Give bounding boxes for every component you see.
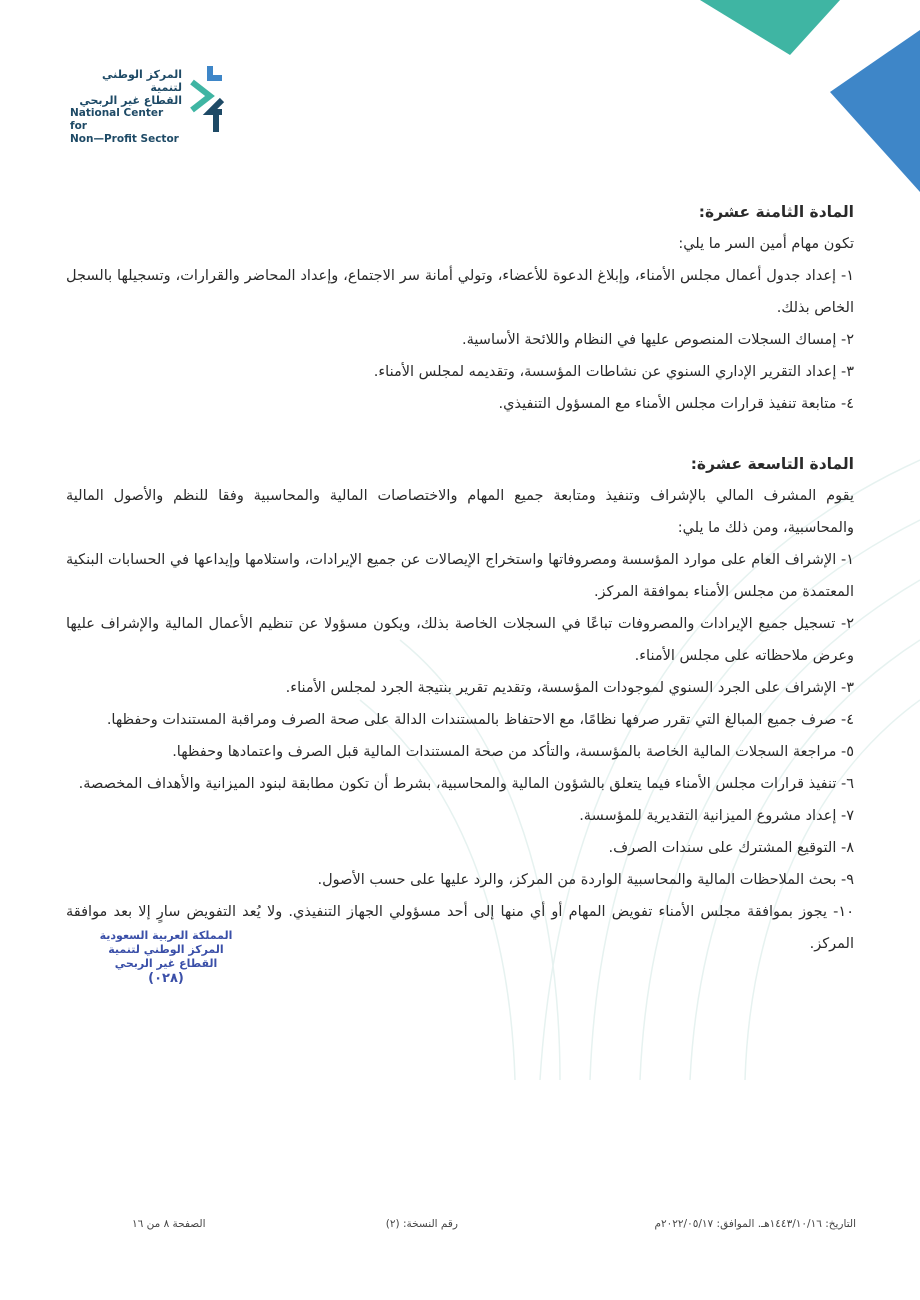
article-19-item: ٩- بحث الملاحظات المالية والمحاسبية الواردة من المركز، والرد عليها على حسب الأصول. [317,872,854,888]
article-19-item: ١٠- يجوز بموافقة مجلس الأمناء تفويض المهام أو أي منها إلى أحد مسؤولي الجهاز التنفيذي. ولا يُعد التفويض سارٍ إلا بعد موافقة المركز. [66,904,854,952]
logo-english-line-1: National Center for [70,107,164,132]
article-18-heading: المادة الثامنة عشرة: [698,203,854,221]
document-body [66,196,854,960]
stamp-line-3: القطاع غير الربحي [114,957,218,970]
article-19-item: ٥- مراجعة السجلات المالية الخاصة بالمؤسسة، والتأكد من صحة المستندات المالية قبل الصرف واعتمادها وحفظها. [172,744,854,760]
corner-teal-triangle [700,0,840,55]
article-19-item: ٣- الإشراف على الجرد السنوي لموجودات المؤسسة، وتقديم تقرير بنتيجة الجرد لمجلس الأمناء. [285,680,854,696]
article-19-item: ٨- التوقيع المشترك على سندات الصرف. [608,840,854,856]
logo-arabic-line-2: القطاع غير الربحي [79,94,182,107]
logo-chevrons-icon [188,60,240,134]
corner-blue-triangle [830,30,920,192]
article-18-item: ١- إعداد جدول أعمال مجلس الأمناء، وإبلاغ الدعوة للأعضاء، وتولي أمانة سر الاجتماع، وإعداد المحاضر والقرارات، وتسجيلها بالسجل الخاص بذلك. [66,268,854,316]
article-18-item: ٤- متابعة تنفيذ قرارات مجلس الأمناء مع المسؤول التنفيذي. [498,396,854,412]
article-18-item: ٣- إعداد التقرير الإداري السنوي عن نشاطات المؤسسة، وتقديمه لمجلس الأمناء. [373,364,854,380]
stamp-line-1: المملكة العربية السعودية [99,929,233,942]
page-footer [0,1218,920,1238]
footer-version: رقم النسخة: (٢) [385,1218,458,1230]
footer-date: التاريخ: ١٤٤٣/١٠/١٦هـ. الموافق: ٢٠٢٢/٠٥/١٧م [654,1218,856,1230]
article-19-item: ٧- إعداد مشروع الميزانية التقديرية للمؤسسة. [579,808,854,824]
footer-page-number: الصفحة ٨ من ١٦ [132,1218,206,1230]
article-19-item: ٤- صرف جميع المبالغ التي تقرر صرفها نظامًا، مع الاحتفاظ بالمستندات الدالة على صحة الصرف ومراقبة المستندات وحفظها. [106,712,854,728]
article-18 [66,196,854,420]
logo-text [70,68,182,146]
article-19 [66,448,854,960]
logo-arabic-line-1: المركز الوطني لتنمية [102,68,182,94]
stamp-number: (٠٢٨) [148,971,184,986]
logo-english-line-2: Non—Profit Sector [70,133,179,145]
article-18-item: ٢- إمساك السجلات المنصوص عليها في النظام واللائحة الأساسية. [462,332,854,348]
stamp-line-2: المركز الوطني لتنمية [108,943,224,956]
article-19-item: ٦- تنفيذ قرارات مجلس الأمناء فيما يتعلق بالشؤون المالية والمحاسبية، بشرط أن تكون مطابقة لبنود الميزانية والأهداف المخصصة. [78,776,854,792]
article-19-intro: يقوم المشرف المالي بالإشراف وتنفيذ ومتابعة جميع المهام والاختصاصات المالية والمحاسبية وفقا للنظم والأصول المالية والمحاسبية، ومن ذلك ما يلي: [66,488,854,536]
section-spacer [66,420,854,448]
article-18-intro: تكون مهام أمين السر ما يلي: [678,236,854,252]
article-19-heading: المادة التاسعة عشرة: [690,455,854,473]
organization-logo [70,58,245,145]
article-19-item: ١- الإشراف العام على موارد المؤسسة ومصروفاتها واستخراج الإيصالات عن جميع الإيرادات، واستلامها وإيداعها في الحسابات البنكية المعتمدة من مجلس الأمناء بموافقة المركز. [66,552,854,600]
article-19-item: ٢- تسجيل جميع الإيرادات والمصروفات تباعًا في السجلات الخاصة بذلك، ويكون مسؤولا عن تنظيم الأعمال المالية والإشراف عليها وعرض ملاحظاته على مجلس الأمناء. [66,616,854,664]
official-stamp [96,929,236,987]
